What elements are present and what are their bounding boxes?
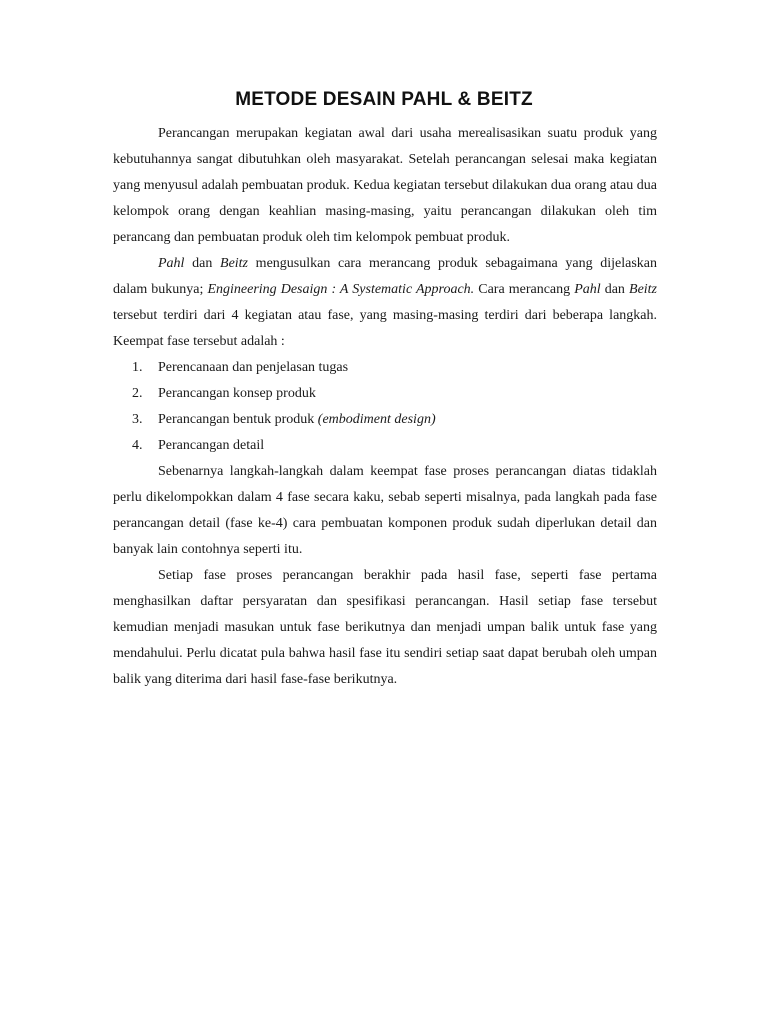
book-title: Engineering Desaign : A Systematic Approach.: [207, 282, 475, 297]
author-beitz: Beitz: [629, 282, 658, 297]
list-item: [113, 381, 657, 407]
text-segment: tersebut terdiri dari 4 kegiatan atau fase, yang masing-masing terdiri dari beberapa langkah. Keempat fase tersebut adalah :: [113, 308, 657, 349]
list-text-italic: (embodiment design): [317, 412, 436, 427]
document-body: [113, 121, 657, 693]
document-title: METODE DESAIN PAHL & BEITZ: [235, 89, 533, 110]
list-text: Perancangan detail: [158, 438, 265, 453]
paragraph-phase-results: Setiap fase proses perancangan berakhir pada hasil fase, seperti fase pertama menghasilkan daftar persyaratan dan spesifikasi perancangan. Hasil setiap fase tersebut kemudian menjadi masukan untuk fase berikutnya dan menjadi umpan balik untuk fase yang mendahului. Perlu dicatat pula bahwa hasil fase itu sendiri setiap saat dapat berubah oleh umpan balik yang diterima dari hasil fase-fase berikutnya.: [113, 568, 657, 687]
list-text: Perencanaan dan penjelasan tugas: [158, 360, 349, 375]
list-item: [113, 355, 657, 381]
paragraph-intro: Perancangan merupakan kegiatan awal dari usaha merealisasikan suatu produk yang kebutuhannya sangat dibutuhkan oleh masyarakat. Setelah perancangan selesai maka kegiatan yang menyusul adalah pembuatan produk. Kedua kegiatan tersebut dilakukan dua orang atau dua kelompok orang dengan keahlian masing-masing, yaitu perancangan dilakukan oleh tim perancang dan pembuatan produk oleh tim kelompok pembuat produk.: [113, 126, 657, 245]
list-item: [113, 433, 657, 459]
paragraph-phases-note: Sebenarnya langkah-langkah dalam keempat fase proses perancangan diatas tidaklah perlu dikelompokkan dalam 4 fase secara kaku, sebab seperti misalnya, pada langkah pada fase perancangan detail (fase ke-4) cara pembuatan komponen produk sudah diperlukan detail dan banyak lain contohnya seperti itu.: [113, 464, 657, 557]
list-text: Perancangan bentuk produk: [158, 412, 318, 427]
text-segment: mengusulkan cara merancang produk sebagaimana yang dijelaskan dalam bukunya;: [113, 256, 657, 297]
list-item: [113, 407, 657, 433]
text-segment: Cara merancang: [474, 282, 575, 297]
author-pahl: Pahl: [158, 256, 185, 271]
list-number: 3.: [132, 412, 143, 427]
text-dan: dan: [600, 282, 630, 297]
list-number: 1.: [132, 360, 143, 375]
paragraph-pahl-beitz: [113, 251, 657, 355]
list-text: Perancangan konsep produk: [158, 386, 316, 401]
phase-list: [113, 355, 657, 459]
text-dan: dan: [184, 256, 221, 271]
list-number: 2.: [132, 386, 143, 401]
author-beitz: Beitz: [220, 256, 249, 271]
list-number: 4.: [132, 438, 143, 453]
author-pahl: Pahl: [574, 282, 601, 297]
